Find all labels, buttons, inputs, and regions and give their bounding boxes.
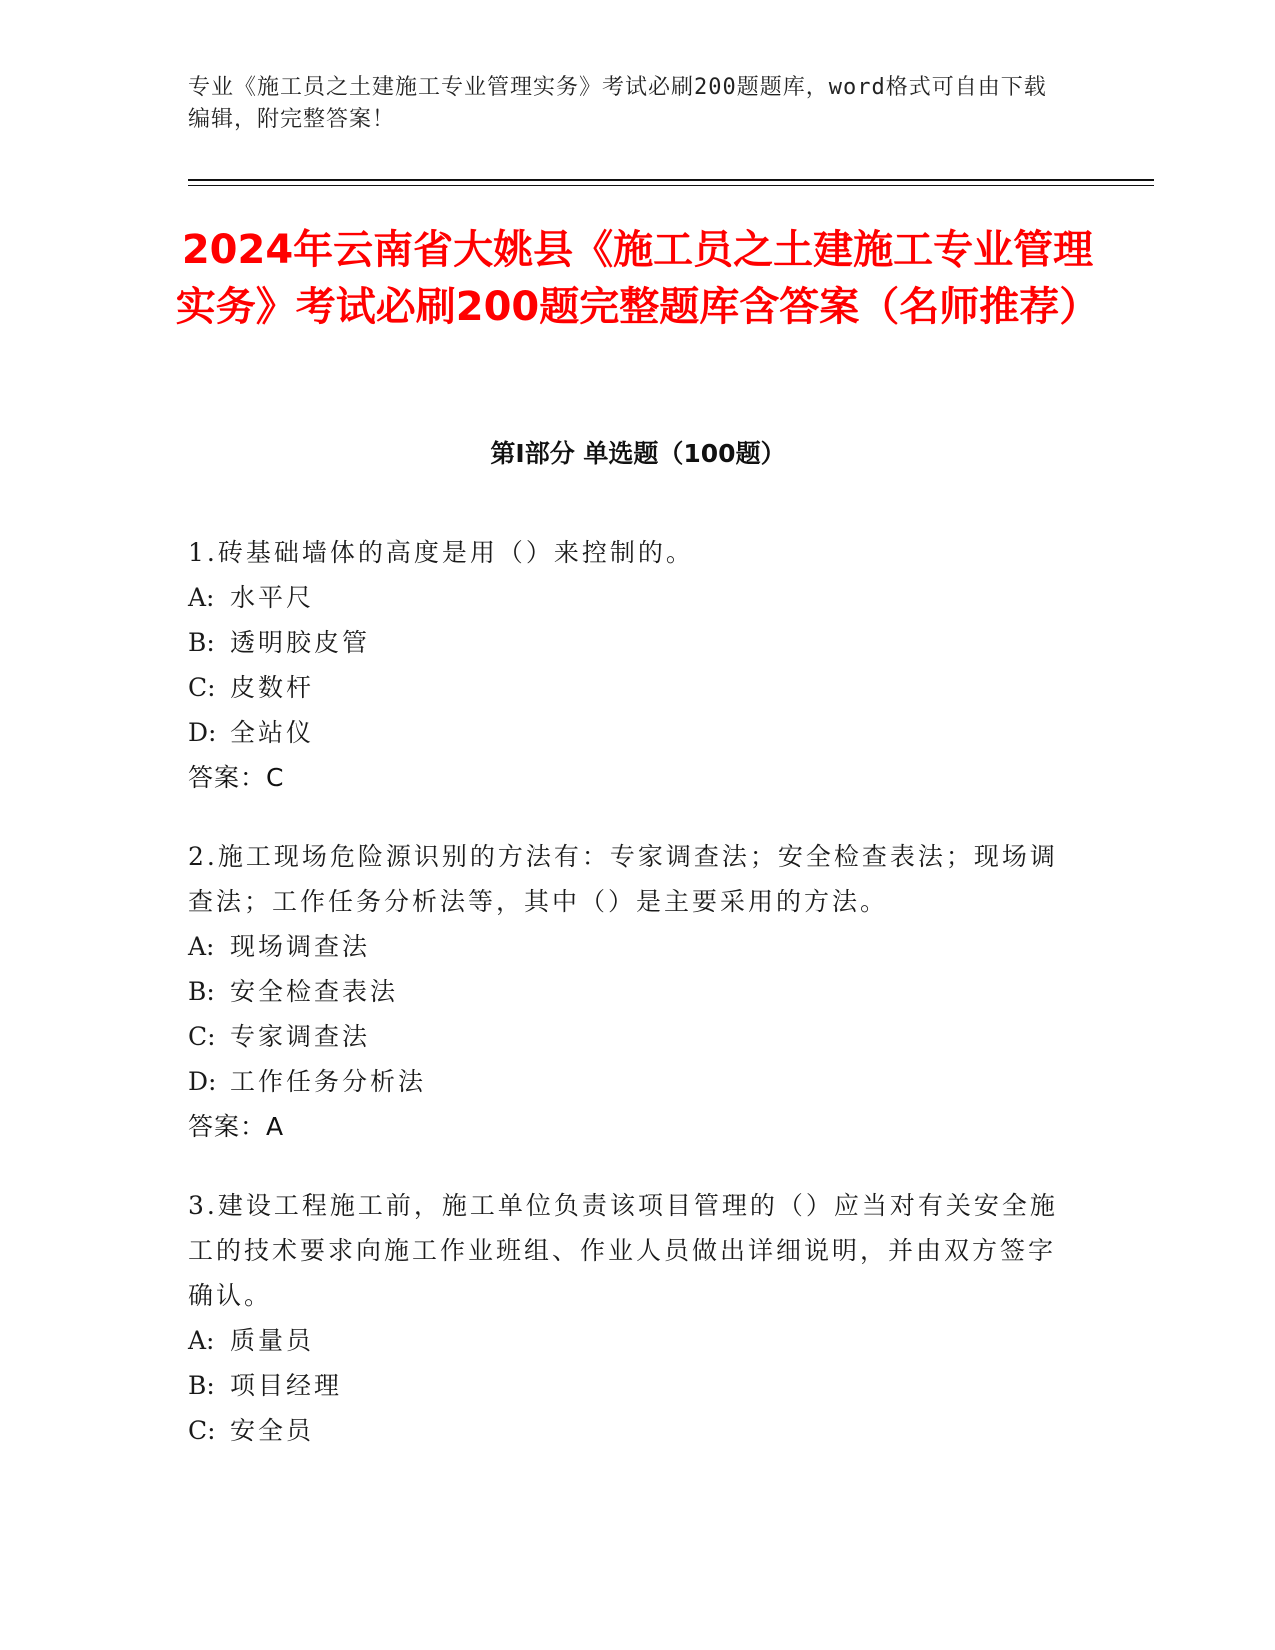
option-key: A: [188, 1326, 215, 1355]
option-a [188, 575, 1068, 620]
header-divider-thin [188, 185, 1154, 186]
question-stem: 1.砖基础墙体的高度是用（）来控制的。 [188, 538, 694, 567]
option-a [188, 1318, 1068, 1363]
option-text: 现场调查法 [230, 932, 371, 961]
option-text: 全站仪 [230, 718, 315, 747]
option-key: D: [188, 718, 217, 747]
option-b [188, 969, 1068, 1014]
option-key: C: [188, 1416, 216, 1445]
option-text: 工作任务分析法 [230, 1067, 427, 1096]
option-d [188, 710, 1068, 755]
option-text: 水平尺 [230, 583, 315, 612]
option-c [188, 1408, 1068, 1453]
option-key: D: [188, 1067, 217, 1096]
option-text: 安全员 [230, 1416, 315, 1445]
section-heading: 第Ⅰ部分 单选题（100题） [490, 439, 786, 468]
option-c [188, 665, 1068, 710]
option-b [188, 1363, 1068, 1408]
option-key: B: [188, 1371, 215, 1400]
header-divider-thick [188, 179, 1154, 181]
option-text: 专家调查法 [230, 1022, 371, 1051]
option-key: B: [188, 977, 215, 1006]
document-title: 2024年云南省大姚县《施工员之土建施工专业管理实务》考试必刷200题完整题库含答案（名师推荐） [175, 227, 1100, 330]
option-b [188, 620, 1068, 665]
question-list [188, 530, 1068, 1487]
question-1 [188, 530, 1068, 800]
option-key: A: [188, 932, 215, 961]
answer-line: 答案：A [188, 1112, 285, 1141]
option-key: A: [188, 583, 215, 612]
question-stem: 3.建设工程施工前，施工单位负责该项目管理的（）应当对有关安全施工的技术要求向施工作业班组、作业人员做出详细说明，并由双方签字确认。 [188, 1191, 1058, 1310]
option-key: C: [188, 1022, 216, 1051]
option-key: B: [188, 628, 215, 657]
option-text: 透明胶皮管 [230, 628, 371, 657]
option-c [188, 1014, 1068, 1059]
answer-line: 答案：C [188, 763, 285, 792]
option-d [188, 1059, 1068, 1104]
option-text: 皮数杆 [230, 673, 315, 702]
question-3 [188, 1183, 1068, 1453]
question-2 [188, 834, 1068, 1149]
question-stem: 2.施工现场危险源识别的方法有：专家调查法；安全检查表法；现场调查法；工作任务分析法等，其中（）是主要采用的方法。 [188, 842, 1058, 916]
option-a [188, 924, 1068, 969]
option-text: 质量员 [230, 1326, 315, 1355]
option-text: 项目经理 [230, 1371, 343, 1400]
option-key: C: [188, 673, 216, 702]
header-note: 专业《施工员之土建施工专业管理实务》考试必刷200题题库，word格式可自由下载编辑，附完整答案！ [188, 75, 1047, 132]
option-text: 安全检查表法 [230, 977, 399, 1006]
